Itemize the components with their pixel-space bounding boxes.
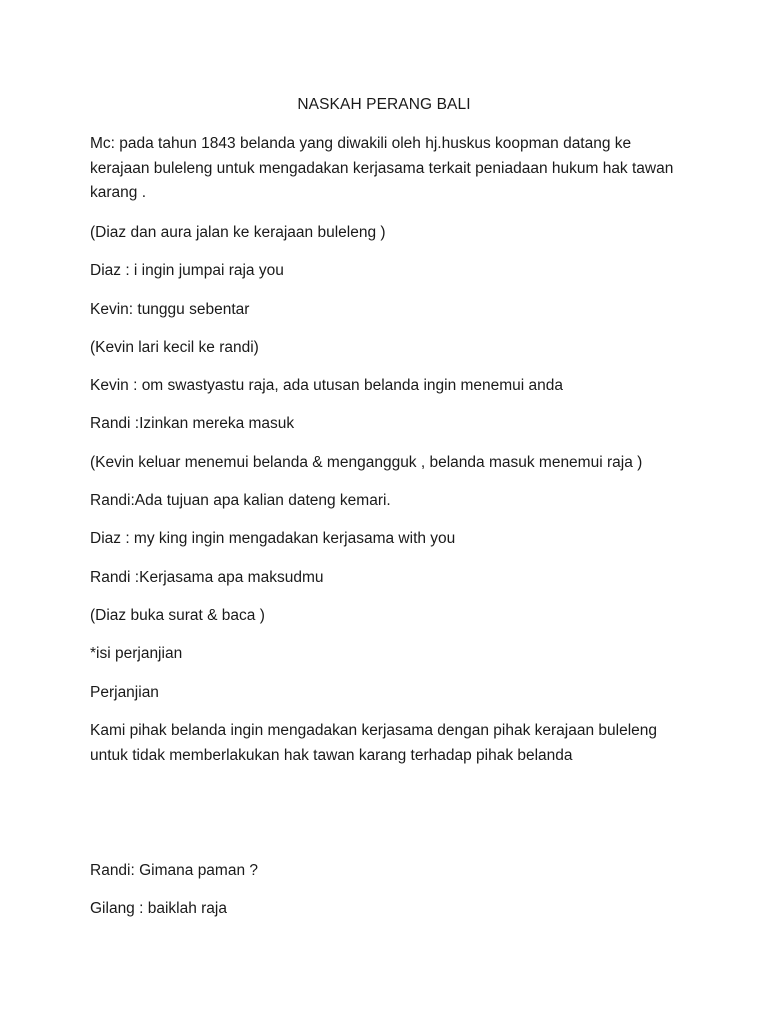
paragraph-dialogue-diaz-2: Diaz : my king ingin mengadakan kerjasama with you xyxy=(90,530,456,547)
paragraph-mc-intro: Mc: pada tahun 1843 belanda yang diwakili oleh hj.huskus koopman datang ke kerajaan buleleng untuk mengadakan kerjasama terkait peniadaan hukum hak tawan karang . xyxy=(90,135,674,201)
paragraph-stage-direction-1: (Diaz dan aura jalan ke kerajaan buleleng ) xyxy=(90,224,386,241)
paragraph-agreement-body: Kami pihak belanda ingin mengadakan kerjasama dengan pihak kerajaan buleleng untuk tidak memberlakukan hak tawan karang terhadap pihak belanda xyxy=(90,722,658,764)
paragraph-stage-direction-2: (Kevin lari kecil ke randi) xyxy=(90,339,259,356)
paragraph-dialogue-randi-2: Randi:Ada tujuan apa kalian dateng kemari. xyxy=(90,492,391,509)
paragraph-dialogue-kevin-1: Kevin: tunggu sebentar xyxy=(90,301,250,318)
paragraph-dialogue-randi-1: Randi :Izinkan mereka masuk xyxy=(90,415,295,432)
paragraph-agreement-heading: Perjanjian xyxy=(90,684,159,701)
document-title: NASKAH PERANG BALI xyxy=(297,96,471,113)
paragraph-stage-direction-4: (Diaz buka surat & baca ) xyxy=(90,607,265,624)
paragraph-agreement-note: *isi perjanjian xyxy=(90,645,183,662)
paragraph-dialogue-randi-4: Randi: Gimana paman ? xyxy=(90,862,259,879)
paragraph-dialogue-kevin-2: Kevin : om swastyastu raja, ada utusan belanda ingin menemui anda xyxy=(90,377,564,394)
paragraph-stage-direction-3: (Kevin keluar menemui belanda & mengangguk , belanda masuk menemui raja ) xyxy=(90,454,643,471)
paragraph-dialogue-diaz-1: Diaz : i ingin jumpai raja you xyxy=(90,262,284,279)
paragraph-dialogue-gilang-1: Gilang : baiklah raja xyxy=(90,900,227,917)
paragraph-dialogue-randi-3: Randi :Kerjasama apa maksudmu xyxy=(90,569,324,586)
